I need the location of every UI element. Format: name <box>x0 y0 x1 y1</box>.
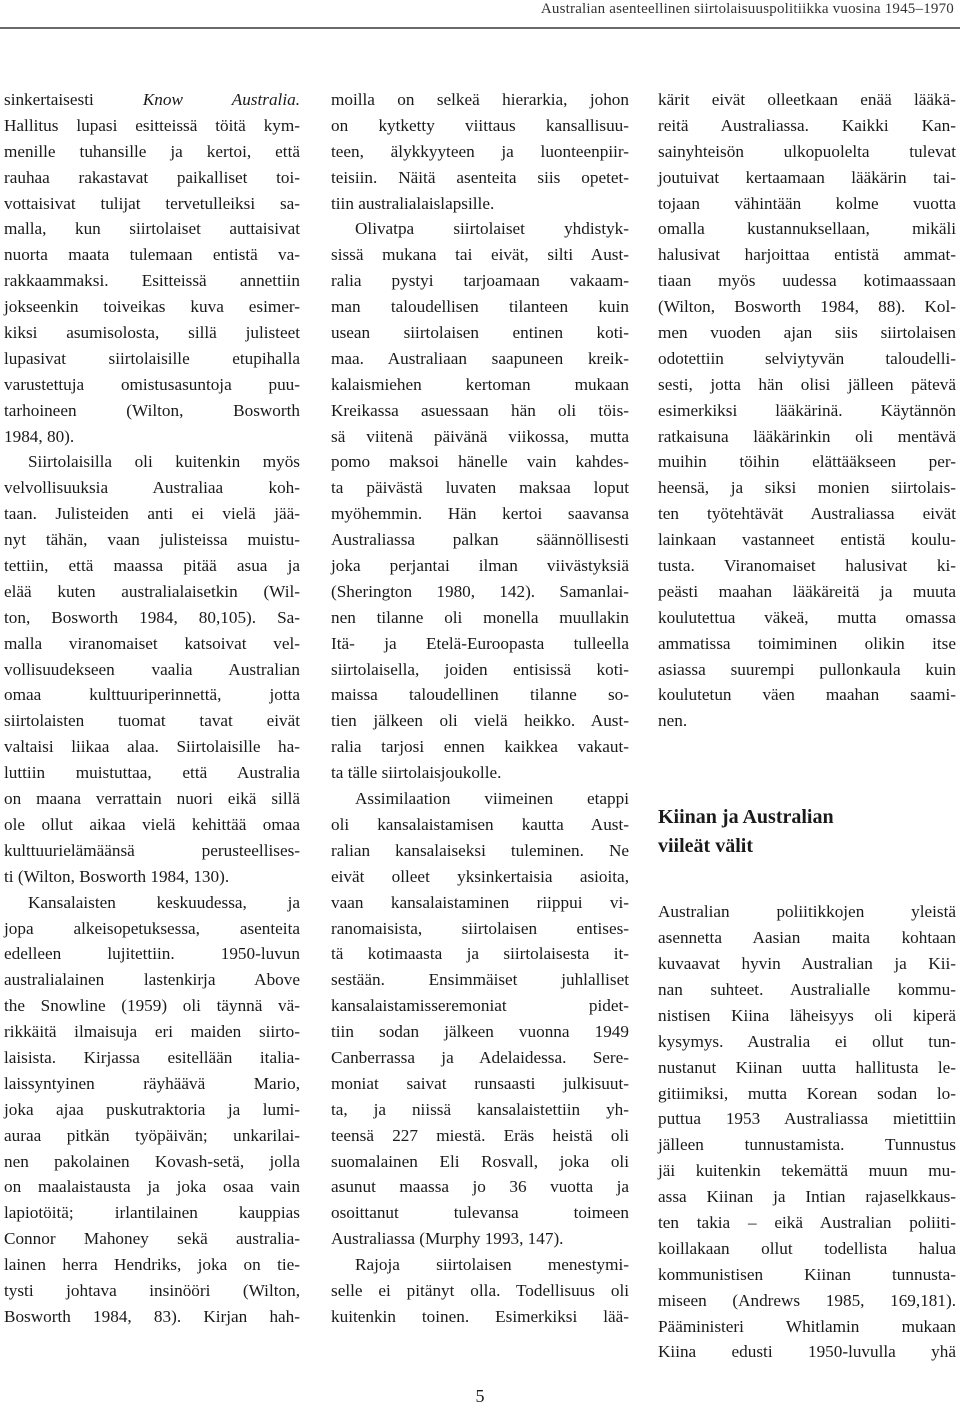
text-line: Assimilaation viimeinen etappi <box>355 789 629 809</box>
text-line: siirtolaisella, joiden entisissä koti- <box>331 659 629 679</box>
text-line: velvollisuuksia Australiaa koh- <box>4 478 300 498</box>
text-line: tiin sodan jälkeen vuonna 1949 <box>331 1022 629 1042</box>
text-column-2 <box>331 87 629 1330</box>
text-line: men vuoden ajan siis siirtolaisen <box>658 323 956 343</box>
text-line: tysti johtava insinööri (Wilton, <box>4 1280 300 1300</box>
text-line: auraa pitkän työpäivän; unkarilai- <box>4 1125 300 1145</box>
text-line: edelleen lujitettiin. 1950-luvun <box>4 944 300 964</box>
text-line: man taloudellisen tilanteen kuin <box>331 297 629 317</box>
text-line: nen pakolainen Kovash-setä, jolla <box>4 1151 300 1171</box>
text-line: luttiin muistuttaa, että Australia <box>4 763 300 783</box>
text-line: (Wilton, Bosworth 1984, 88). Kol- <box>658 297 956 317</box>
text-block-before-heading <box>658 87 956 734</box>
text-line: vottaisivat tulijat tervetulleiksi sa- <box>4 193 300 213</box>
text-line: sinkertaisesti Know Australia. <box>4 90 300 109</box>
text-line: kulttuurielämäänsä perusteellises- <box>4 840 300 860</box>
text-line: vaan kansalaistaminen riippui vi- <box>331 892 629 912</box>
text-line: kuitenkin toinen. Esimerkiksi lää- <box>331 1306 629 1326</box>
text-line: sainyhteisön ulkopuolelta tulevat <box>658 141 956 161</box>
text-line: oli kansalaistamisen kautta Aust- <box>331 814 629 834</box>
text-line: elää kuten australialaisetkin (Wil- <box>4 581 300 601</box>
text-line: joka ajaa puskutraktoria ja lumi- <box>4 1099 300 1119</box>
text-line: kärit eivät olleetkaan enää lääkä- <box>658 90 956 109</box>
text-line: the Snowline (1959) oli täynnä vä- <box>4 996 300 1016</box>
text-line: Australiassa (Murphy 1993, 147). <box>331 1229 564 1249</box>
text-line: tien jälkeen oli vielä heikko. Aust- <box>331 711 629 731</box>
text-line: kysymys. Australia ei ollut tun- <box>658 1031 956 1051</box>
text-line: nen. <box>658 711 688 731</box>
text-line: Canberrassa ja Adelaidessa. Sere- <box>331 1047 629 1067</box>
text-line: jopa alkeisopetuksessa, asenteita <box>4 918 300 938</box>
text-line: ten työtehtävät Australiassa eivät <box>658 504 956 524</box>
text-line: koulutetun väen maahan saami- <box>658 685 956 705</box>
text-line: ammatissa toimiminen olikin itse <box>658 633 956 653</box>
text-line: tusta. Viranomaiset halusivat ki- <box>658 556 956 576</box>
section-heading-line: Kiinan ja Australian <box>658 806 834 829</box>
text-line: koulutettua väkeä, mutta omassa <box>658 607 956 627</box>
text-line: rikkäitä ilmaisuja eri maiden siirto- <box>4 1022 300 1042</box>
text-line: valtaisi liikaa alaa. Siirtolaisille ha- <box>4 737 300 757</box>
text-line: gitiimiksi, mutta Korean sodan lo- <box>658 1083 956 1103</box>
text-line: omaa kulttuuriperinnettä, jotta <box>4 685 300 705</box>
text-line: kansalaistamisseremoniat pidet- <box>331 996 629 1016</box>
text-line: teen, älykkyyteen ja luonteenpiir- <box>331 141 629 161</box>
text-line: kiksi asumisolosta, sillä julisteet <box>4 323 300 343</box>
text-line: ti (Wilton, Bosworth 1984, 130). <box>4 866 230 886</box>
text-line: Itä- ja Etelä-Euroopasta tulleella <box>331 633 629 653</box>
text-line: ta päivästä luvaten maksaa loput <box>331 478 629 498</box>
text-line: asennetta Aasian maita kohtaan <box>658 928 956 948</box>
text-line: nistisen Kiina läheisyys oli kiperä <box>658 1005 956 1025</box>
text-line: jokseenkin toiveikas kuva esimer- <box>4 297 300 317</box>
text-line: Connor Mahoney sekä australia- <box>4 1229 300 1249</box>
text-line: Kiina edusti 1950-luvulla yhä <box>658 1342 956 1362</box>
text-line: ralia pystyi tarjoamaan vakaam- <box>331 271 629 291</box>
text-line: esimerkiksi lääkärinä. Käytännön <box>658 400 956 420</box>
text-line: Australiassa palkan säännöllisesti <box>331 530 629 550</box>
text-line: puttua 1953 Australiassa mietittiin <box>658 1109 956 1129</box>
text-line: pomo maksoi hänelle vain kahdes- <box>331 452 629 472</box>
text-line: maissa taloudellinen tilanne so- <box>331 685 629 705</box>
text-line: odotettiin selviytyvän taloudelli- <box>658 348 956 368</box>
text-line: kalaismiehen kertoman mukaan <box>331 374 629 394</box>
text-line: tiin australialaislapsille. <box>331 193 495 213</box>
text-line: Bosworth 1984, 83). Kirjan hah- <box>4 1306 300 1326</box>
section-heading-line: viileät välit <box>658 835 753 858</box>
text-line: miseen (Andrews 1985, 169,181). <box>658 1290 956 1310</box>
text-line: lupasivat siirtolaisille etupihalla <box>4 348 300 368</box>
text-line: kommunistisen Kiinan tunnusta- <box>658 1264 956 1284</box>
text-line: asunut maassa jo 36 vuotta ja <box>331 1177 629 1197</box>
text-line: lainen herra Hendriks, joka on tie- <box>4 1255 300 1275</box>
text-line: Rajoja siirtolaisen menestymi- <box>355 1255 629 1275</box>
text-line: tä kotimaasta ja siirtolaisesta it- <box>331 944 629 964</box>
text-line: nyt tähän, vaan julisteissa muistu- <box>4 530 300 550</box>
text-line: eivät olleet yksinkertaisia asioita, <box>331 866 629 886</box>
text-line: sestään. Ensimmäiset juhlalliset <box>331 970 629 990</box>
text-line: teisiin. Näitä asenteita siis opetet- <box>331 167 629 187</box>
text-line: ralian kansalaiseksi tuleminen. Ne <box>331 840 629 860</box>
text-line: osoittanut tulevansa toimeen <box>331 1203 629 1223</box>
text-line: ralia tarjosi ennen kaikkea vakaut- <box>331 737 629 757</box>
text-line: ta tälle siirtolaisjoukolle. <box>331 763 502 783</box>
text-line: on maalaistausta ja joka osaa vain <box>4 1177 300 1197</box>
text-line: joutuivat kertaamaan lääkärin tai- <box>658 167 956 187</box>
running-header: Australian asenteellinen siirtolaisuuspolitiikka vuosina 1945–1970 <box>540 1 954 17</box>
text-line: tettiin, että maassa pitää asua ja <box>4 556 300 576</box>
text-line: assa Kiinan ja Intian rajaselkkaus- <box>658 1187 956 1207</box>
text-line: omalla kustannuksellaan, mikäli <box>658 219 956 239</box>
text-line: ranomaisista, siirtolaisen entises- <box>331 918 629 938</box>
text-line: ratkaisuna lääkärinkin oli mentävä <box>658 426 956 446</box>
text-line: joka perjantai ilman viivästyksiä <box>331 556 629 576</box>
text-line: tiaan myös uudessa kotimaassaan <box>658 271 956 291</box>
text-line: rakkaammaksi. Esitteissä annettiin <box>4 271 300 291</box>
text-column-1 <box>4 87 300 1330</box>
text-line: myöhemmin. Hän kertoi saavansa <box>331 504 629 524</box>
text-line: heensä, ja siksi monien siirtolais- <box>658 478 956 498</box>
text-line: usean siirtolaisen entinen koti- <box>331 323 629 343</box>
text-line: ton, Bosworth 1984, 80,105). Sa- <box>4 607 300 627</box>
text-line: reitä Australiassa. Kaikki Kan- <box>658 115 956 135</box>
text-line: sesti, jotta hän olisi jälleen pätevä <box>658 374 956 394</box>
page-number: 5 <box>475 1386 485 1406</box>
text-block-after-heading <box>658 899 956 1365</box>
text-line: nan suhteet. Australialle kommu- <box>658 979 956 999</box>
text-line: taan. Julisteiden anti ei vielä jää- <box>4 504 300 524</box>
text-line: nuorta maata tulemaan entistä va- <box>4 245 300 265</box>
text-line: moniat saivat runsaasti julkisuut- <box>331 1073 629 1093</box>
text-line: koillakaan ollut todellista halua <box>658 1238 956 1258</box>
text-line: Kreikassa asuessaan hän oli töis- <box>331 400 629 420</box>
text-line: nen tilanne oli monella muullakin <box>331 607 629 627</box>
text-line: laissyntyinen räyhäävä Mario, <box>4 1073 300 1093</box>
text-line: lapiotöitä; irlantilainen kauppias <box>4 1203 300 1223</box>
text-line: on kytketty viittaus kansallisuu- <box>331 115 629 135</box>
text-line: nustanut Kiinan uutta hallitusta le- <box>658 1057 956 1077</box>
text-line: malla, kun siirtolaiset auttaisivat <box>4 219 300 239</box>
text-line: vollisuudekseen vaalia Australian <box>4 659 300 679</box>
text-line: suomalainen Eli Rosvall, joka oli <box>331 1151 629 1171</box>
text-line: Kansalaisten keskuudessa, ja <box>28 892 300 912</box>
text-line: kuvaavat hyvin Australian ja Kii- <box>658 954 956 974</box>
text-line: teensä 227 miestä. Eräs heistä oli <box>331 1125 629 1145</box>
italic-title: Know Australia. <box>142 90 300 109</box>
section-heading <box>658 803 956 861</box>
text-line: rauhaa rakastavat paikalliset toi- <box>4 167 300 187</box>
text-line: 1984, 80). <box>4 426 75 446</box>
text-line: on maana verrattain nuori eikä sillä <box>4 789 300 809</box>
text-line: tarhoineen (Wilton, Bosworth <box>4 400 300 420</box>
text-line: Olivatpa siirtolaiset yhdistyk- <box>355 219 629 239</box>
text-line: tojaan vähintään kolme vuotta <box>658 193 956 213</box>
text-line: halusivat harjoittaa entistä ammat- <box>658 245 956 265</box>
text-line: selle ei pitänyt olla. Todellisuus oli <box>331 1280 629 1300</box>
text-line: (Sherington 1980, 142). Samanlai- <box>331 581 629 601</box>
text-line: peästi maahan lääkäreitä ja muuta <box>658 581 956 601</box>
text-line: sissä mukana tai eivät, silti Aust- <box>331 245 629 265</box>
text-line: jälleen tunnustamista. Tunnustus <box>658 1135 956 1155</box>
text-line: Hallitus lupasi esitteissä töitä kym- <box>4 115 300 135</box>
text-line: jäi kuitenkin tekemättä muun mu- <box>658 1161 956 1181</box>
text-line: muihin töihin elättääkseen per- <box>658 452 956 472</box>
text-line: siirtolaisten tuomat tavat eivät <box>4 711 300 731</box>
text-line: moilla on selkeä hierarkia, johon <box>331 90 629 109</box>
text-line: ole ollut aikaa vielä kehittää omaa <box>4 814 300 834</box>
text-line: Pääministeri Whitlamin mukaan <box>658 1316 956 1336</box>
text-line: varustettuja omistusasuntoja puu- <box>4 374 300 394</box>
text-column-3 <box>658 87 956 1365</box>
text-line: sä viitenä päivänä viikossa, mutta <box>331 426 629 446</box>
text-line: australialainen lastenkirja Above <box>4 970 300 990</box>
text-line: Siirtolaisilla oli kuitenkin myös <box>28 452 300 472</box>
text-line: laisista. Kirjassa esitellään italia- <box>4 1047 300 1067</box>
text-line: Australian poliitikkojen yleistä <box>658 902 956 922</box>
text-line: ta, ja niissä kansalaistettiin yh- <box>331 1099 629 1119</box>
text-line: menille tuhansille ja kertoi, että <box>4 141 300 161</box>
text-line: maa. Australiaan saapuneen kreik- <box>331 348 629 368</box>
text-line: lainkaan vastanneet entistä koulu- <box>658 530 956 550</box>
text-line: ten takia – eikä Australian poliiti- <box>658 1212 956 1232</box>
header-rule <box>0 27 960 29</box>
text-line: malla viranomaiset katsoivat vel- <box>4 633 300 653</box>
text-line: asiassa suurempi pullonkaula kuin <box>658 659 956 679</box>
